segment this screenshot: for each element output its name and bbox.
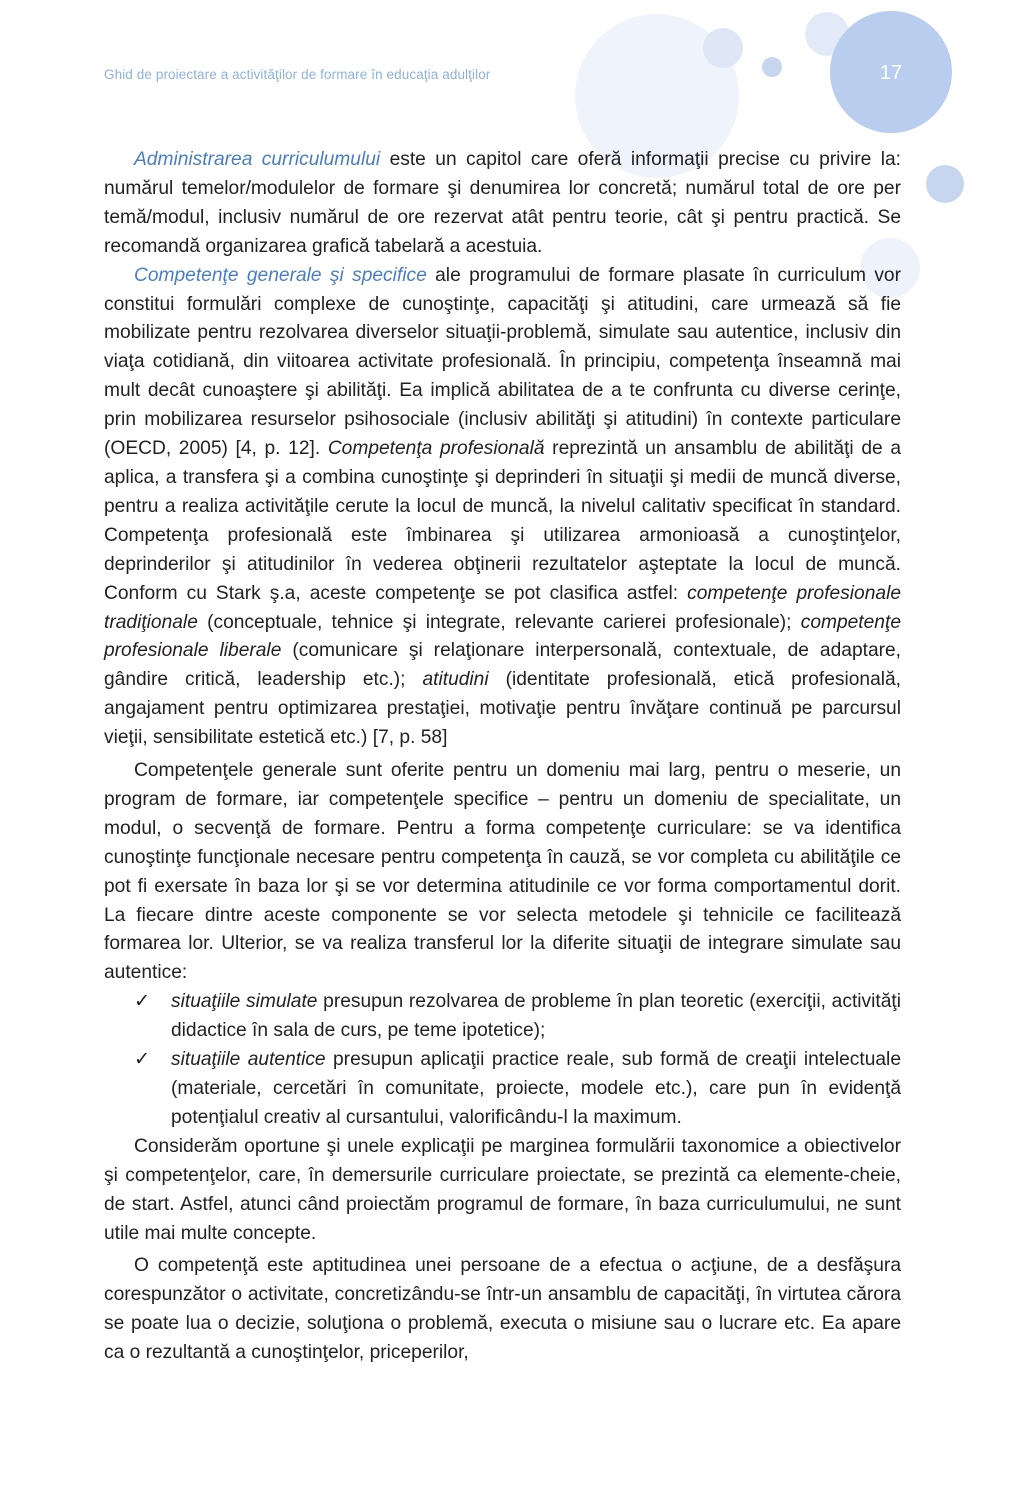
list-item: [104, 988, 901, 1046]
paragraph-curriculum-administration: [104, 146, 901, 262]
checkmark-icon: ✓: [134, 991, 151, 1013]
page-body: [104, 146, 901, 1368]
decorative-circle-dot: [762, 57, 782, 77]
paragraph-text: reprezintă un ansamblu de abilităţi de a aplica, a transfera şi a combina cunoştinţe şi deprinderi în situaţii şi medii de muncă diverse, pentru a realiza activităţile cerute la locul de muncă, la nivelul calitativ specificat în standard. Competenţa profesională este îmbinarea şi utilizarea armonioasă a cunoştinţelor, deprinderilor şi atitudinilor în vederea obţinerii rezultatelor aşteptate la locul de muncă. Conform cu Stark ş.a, aceste competenţe se pot clasifica astfel:: [104, 438, 901, 604]
italic-term: situaţiile autentice: [171, 1049, 326, 1071]
italic-term: competenţe profesionale liberale: [104, 611, 901, 662]
checkmark-icon: ✓: [134, 1049, 151, 1071]
highlighted-term: Administrarea curriculumului: [134, 149, 381, 170]
paragraph-competences: [104, 262, 901, 753]
decorative-circle-side: [926, 165, 964, 203]
paragraph-text: (identitate profesională, etică profesională, angajament pentru optimizarea prestaţiei, motivaţie pentru învăţare continuă pe parcursul vieţii, sensibilitate estetică etc.) [7, p. 58]: [104, 669, 902, 749]
paragraph-general-specific: Competenţele generale sunt oferite pentru un domeniu mai larg, pentru o meserie, un program de formare, iar competenţele specifice – pentru un domeniu de specialitate, un modul, o secvenţă de formare. Pentru a forma competenţe curriculare: se va identifica cunoştinţe funcţionale necesare pentru competenţa în cauză, se vor completa cu abilităţile ce pot fi exersate în baza lor şi se vor determina atitudinile ce vor forma comportamentul dorit. La fiecare dintre aceste componente se vor selecta metodele şi tehnicile ce facilitează formarea lor. Ulterior, se va realiza transferul lor la diferite situaţii de integrare simulate sau autentice:: [104, 760, 901, 984]
list-item: [104, 1046, 901, 1133]
italic-term: atitudini: [422, 669, 489, 691]
italic-term: Competenţa profesională: [327, 438, 545, 460]
decorative-circle-medium: [703, 28, 743, 68]
highlighted-term: Competenţe generale şi specifice: [134, 264, 427, 286]
paragraph-text: ale programului de formare plasate în curriculum vor constitui formulări complexe de cunoştinţe, capacităţi şi atitudini, care urmează să fie mobilizate pentru rezolvarea diverselor situaţii-problemă, simulate sau autentice, inclusiv din viaţa cotidiană, din viitoarea activitate profesională. În principiu, competenţa înseamnă mai mult decât cunoaştere şi abilităţi. Ea implică abilitatea de a te confrunta cu diverse cerinţe, prin mobilizarea resurselor psihosociale (inclusiv abilităţi şi atitudini) în contexte particulare (OECD, 2005) [4, p. 12].: [104, 264, 901, 460]
page-number: 17: [879, 62, 903, 84]
paragraph-taxonomic: Considerăm oportune şi unele explicaţii pe marginea formulării taxonomice a obiectivelor şi competenţelor, care, în demersurile curriculare proiectate, se prezintă ca elemente-cheie, de start. Astfel, atunci când proiectăm programul de formare, în baza curriculumului, ne sunt utile mai multe concepte.: [104, 1135, 901, 1244]
italic-term: competenţe profesionale tradiţionale: [104, 582, 902, 633]
checklist: [104, 988, 901, 1133]
paragraph-competence-definition: O competenţă este aptitudinea unei persoane de a efectua o acţiune, de a desfăşura corespunzător o activitate, concretizându-se într-un ansamblu de capacităţi, în virtutea cărora se poate lua o decizie, soluţiona o problemă, executa o misiune sau o lucrare etc. Ea apare ca o rezultantă a cunoştinţelor, priceperilor,: [104, 1255, 901, 1364]
italic-term: situaţiile simulate: [171, 991, 318, 1013]
paragraph-text: (conceptuale, tehnice şi integrate, relevante carierei profesionale);: [197, 611, 801, 633]
paragraph-text: este un capitol care oferă informaţii precise cu privire la: numărul temelor/modulelor de formare şi denumirea lor concretă; numărul total de ore per temă/modul, inclusiv numărul de ore rezervat atât pentru teorie, cât şi pentru practică. Se recomandă organizarea grafică tabelară a acestuia.: [104, 149, 901, 257]
paragraph-text: (comunicare şi relaţionare interpersonală, contextuale, de adaptare, gândire critică, leadership etc.);: [104, 640, 902, 691]
list-item-text: presupun aplicaţii practice reale, sub formă de creaţii intelectuale (materiale, cercetări în comunitate, proiecte, modele etc.), care pun în evidenţă potenţialul creativ al cursantului, valorificându-l la maximum.: [171, 1049, 901, 1128]
list-item-text: presupun rezolvarea de probleme în plan teoretic (exerciţii, activităţi didactice în sala de curs, pe teme ipotetice);: [171, 991, 901, 1042]
running-header: Ghid de proiectare a activităţilor de formare în educaţia adulţilor: [104, 67, 491, 82]
